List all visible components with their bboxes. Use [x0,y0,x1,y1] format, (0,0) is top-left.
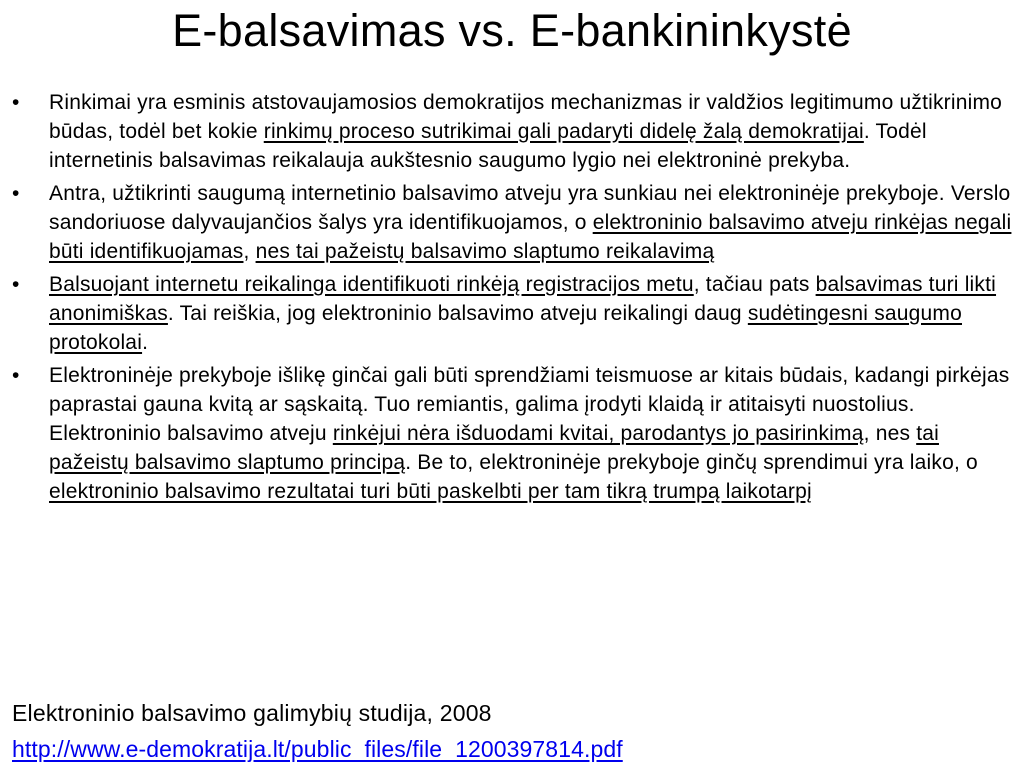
bullet-4-text-2: , nes [863,422,917,445]
bullet-dot: • [12,273,20,296]
bullet-4-text-3: . Be to, elektroninėje prekyboje ginčų sprendimui yra laiko, o [405,451,978,474]
bullet-1-text-1: Rinkimai yra esminis atstovaujamosios demokratijos mechanizmas ir valdžios legitimumo užtikrinimo būdas, todėl bet kokie [49,91,1003,143]
bullet-1-underlined-1: rinkimų proceso sutrikimai gali padaryti didelę žalą demokratijai [263,120,864,143]
bullet-3-text-3: . [142,331,149,354]
bullet-dot: • [12,364,20,387]
bullet-item-4 [12,361,1016,506]
bullet-2-text-2: , [243,240,256,263]
bullet-2-underlined-2: nes tai pažeistų balsavimo slaptumo reikalavimą [255,240,715,263]
bullet-4-underlined-2: tai pažeistų balsavimo slaptumo principą [49,422,939,474]
bullet-1-text-2: . Todėl internetinis balsavimas reikalauja aukštesnio saugumo lygio nei elektroninė prekyba. [49,120,927,172]
bullet-3-text-1: , tačiau pats [693,273,816,296]
bullet-item-3 [12,270,1016,357]
bullet-item-1 [12,88,1016,175]
source-link[interactable]: http://www.e-demokratija.lt/public_files/file_1200397814.pdf [12,736,623,762]
bullet-2-text-1: Antra, užtikrinti saugumą internetinio balsavimo atveju yra sunkiau nei elektroninėje prekyboje. Verslo sandoriuose dalyvaujančios šalys yra identifikuojamos, o [49,182,1011,234]
bullet-3-text-2: . Tai reiškia, jog elektroninio balsavimo atveju reikalingi daug [167,302,748,325]
bullet-list [12,88,1016,510]
slide-title: E-balsavimas vs. E-bankininkystė [172,5,852,56]
bullet-2-underlined-1: elektroninio balsavimo atveju rinkėjas negali būti identifikuojamas [49,211,1012,263]
bullet-4-underlined-1: rinkėjui nėra išduodami kvitai, parodantys jo pasirinkimą [332,422,864,445]
bullet-3-underlined-1: Balsuojant internetu reikalinga identifikuoti rinkėją registracijos metu [49,273,694,296]
bullet-3-underlined-2: balsavimas turi likti anonimiškas [49,273,997,325]
source-citation: Elektroninio balsavimo galimybių studija, 2008 [12,700,492,726]
bullet-dot: • [12,91,20,114]
bullet-item-2 [12,179,1016,266]
bullet-3-underlined-3: sudėtingesni saugumo protokolai [49,302,962,354]
bullet-4-underlined-3: elektroninio balsavimo rezultatai turi būti paskelbti per tam tikrą trumpą laikotarpį [49,480,812,503]
bullet-dot: • [12,182,20,205]
bullet-4-text-1: Elektroninėje prekyboje išlikę ginčai gali būti sprendžiami teismuose ar kitais būdais, kadangi pirkėjas paprastai gauna kvitą ar sąskaitą. Tuo remiantis, galima įrodyti klaidą ir atitaisyti nuostolius. Elektroninio balsavimo atveju [49,364,1010,445]
